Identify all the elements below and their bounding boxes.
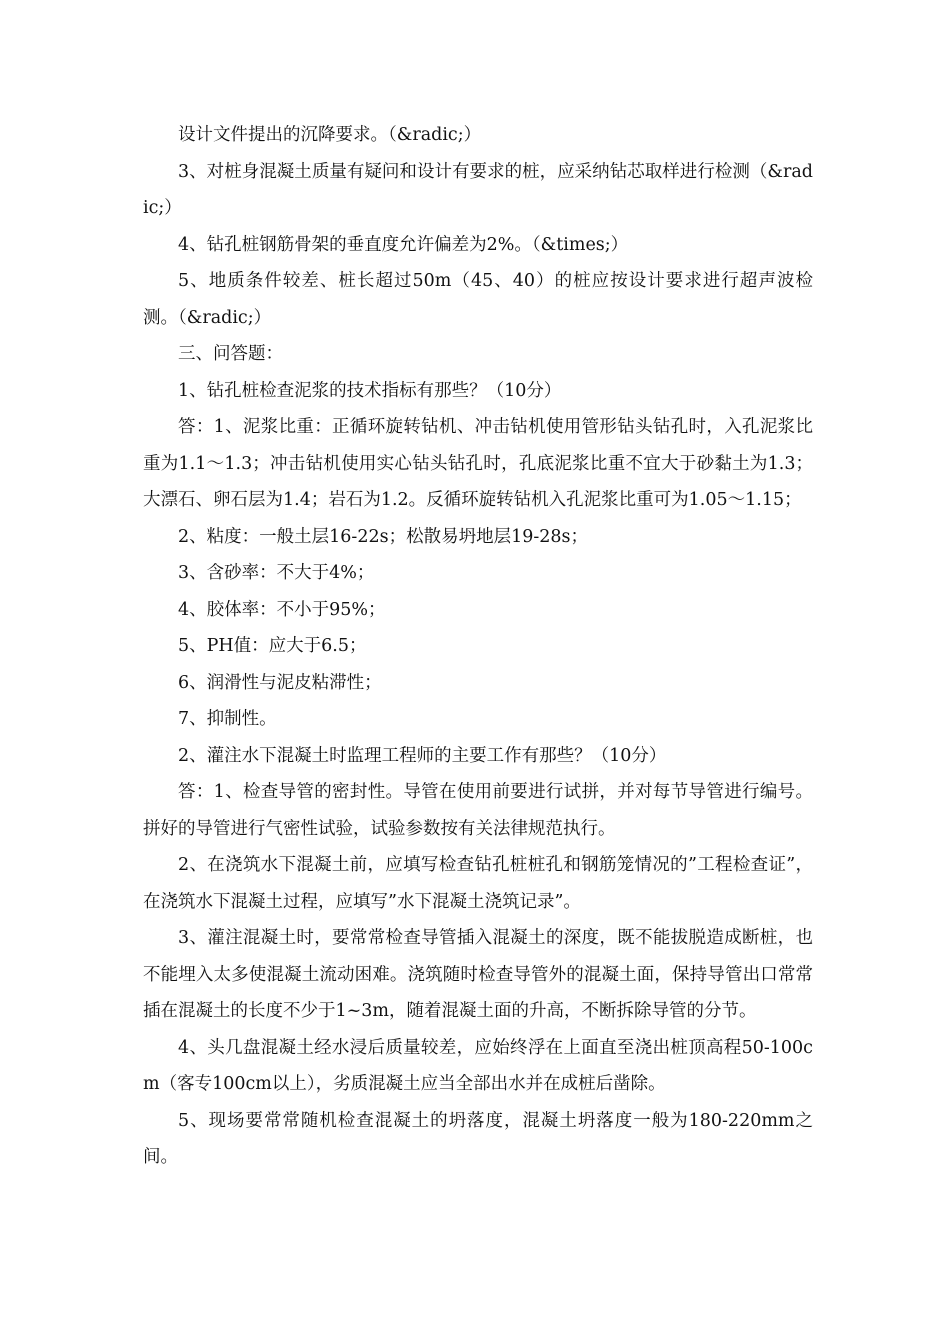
- paragraph-item-4-rebar-verticality: 4、钻孔桩钢筋骨架的垂直度允许偏差为2%。（&times;）: [178, 234, 629, 255]
- paragraph-item-3-core-sampling: 3、对桩身混凝土质量有疑问和设计有要求的桩，应采纳钻芯取样进行检测（&radic;）: [143, 161, 813, 218]
- answer-1-item-5: 5、PH值：应大于6.5；: [178, 636, 367, 656]
- document-body: [143, 117, 813, 1176]
- answer-1-item-6: 6、润滑性与泥皮粘滞性；: [178, 672, 382, 693]
- answer-2-item-1: 答：1、检查导管的密封性。导管在使用前要进行试拼，并对每节导管进行编号。拼好的导管进行气密性试验，试验参数按有关法律规范执行。: [143, 782, 813, 839]
- answer-1-item-1: 答：1、泥浆比重：正循环旋转钻机、冲击钻机使用管形钻头钻孔时，入孔泥浆比重为1.1～1.3；冲击钻机使用实心钻头钻孔时，孔底泥浆比重不宜大于砂黏土为1.3；大漂石、卵石层为1.4；岩石为1.2。反循环旋转钻机入孔泥浆比重可为1.05～1.15；: [143, 417, 813, 510]
- answer-2-item-3: 3、灌注混凝土时，要常常检查导管插入混凝土的深度，既不能拔脱造成断桩，也不能埋入太多使混凝土流动困难。浇筑随时检查导管外的混凝土面，保持导管出口常常插在混凝土的长度不少于1~3m，随着混凝土面的升高，不断拆除导管的分节。: [143, 928, 813, 1021]
- answer-2-item-2: 2、在浇筑水下混凝土前，应填写检查钻孔桩桩孔和钢筋笼情况的”工程检查证”，在浇筑水下混凝土过程，应填写”水下混凝土浇筑记录”。: [143, 855, 813, 912]
- question-2: 2、灌注水下混凝土时监理工程师的主要工作有那些？（10分）: [178, 745, 667, 766]
- paragraph-item-5-ultrasonic: 5、地质条件较差、桩长超过50m（45、40）的桩应按设计要求进行超声波检测。（&radic;）: [143, 271, 813, 328]
- paragraph-settlement-requirement: 设计文件提出的沉降要求。（&radic;）: [178, 125, 482, 145]
- answer-1-item-2: 2、粘度：一般土层16-22s；松散易坍地层19-28s；: [178, 526, 588, 547]
- answer-2-item-5: 5、现场要常常随机检查混凝土的坍落度，混凝土坍落度一般为180-220mm之间。: [143, 1110, 813, 1167]
- answer-1-item-7: 7、抑制性。: [178, 709, 277, 729]
- answer-1-item-4: 4、胶体率：不小于95%；: [178, 599, 386, 620]
- answer-2-item-4: 4、头几盘混凝土经水浸后质量较差，应始终浮在上面直至浇出桩顶高程50-100cm（客专100cm以上），劣质混凝土应当全部出水并在成桩后凿除。: [143, 1037, 813, 1094]
- section-heading-qa: 三、问答题：: [178, 344, 283, 364]
- answer-1-item-3: 3、含砂率：不大于4%；: [178, 563, 375, 583]
- question-1: 1、钻孔桩检查泥浆的技术指标有那些？（10分）: [178, 380, 562, 401]
